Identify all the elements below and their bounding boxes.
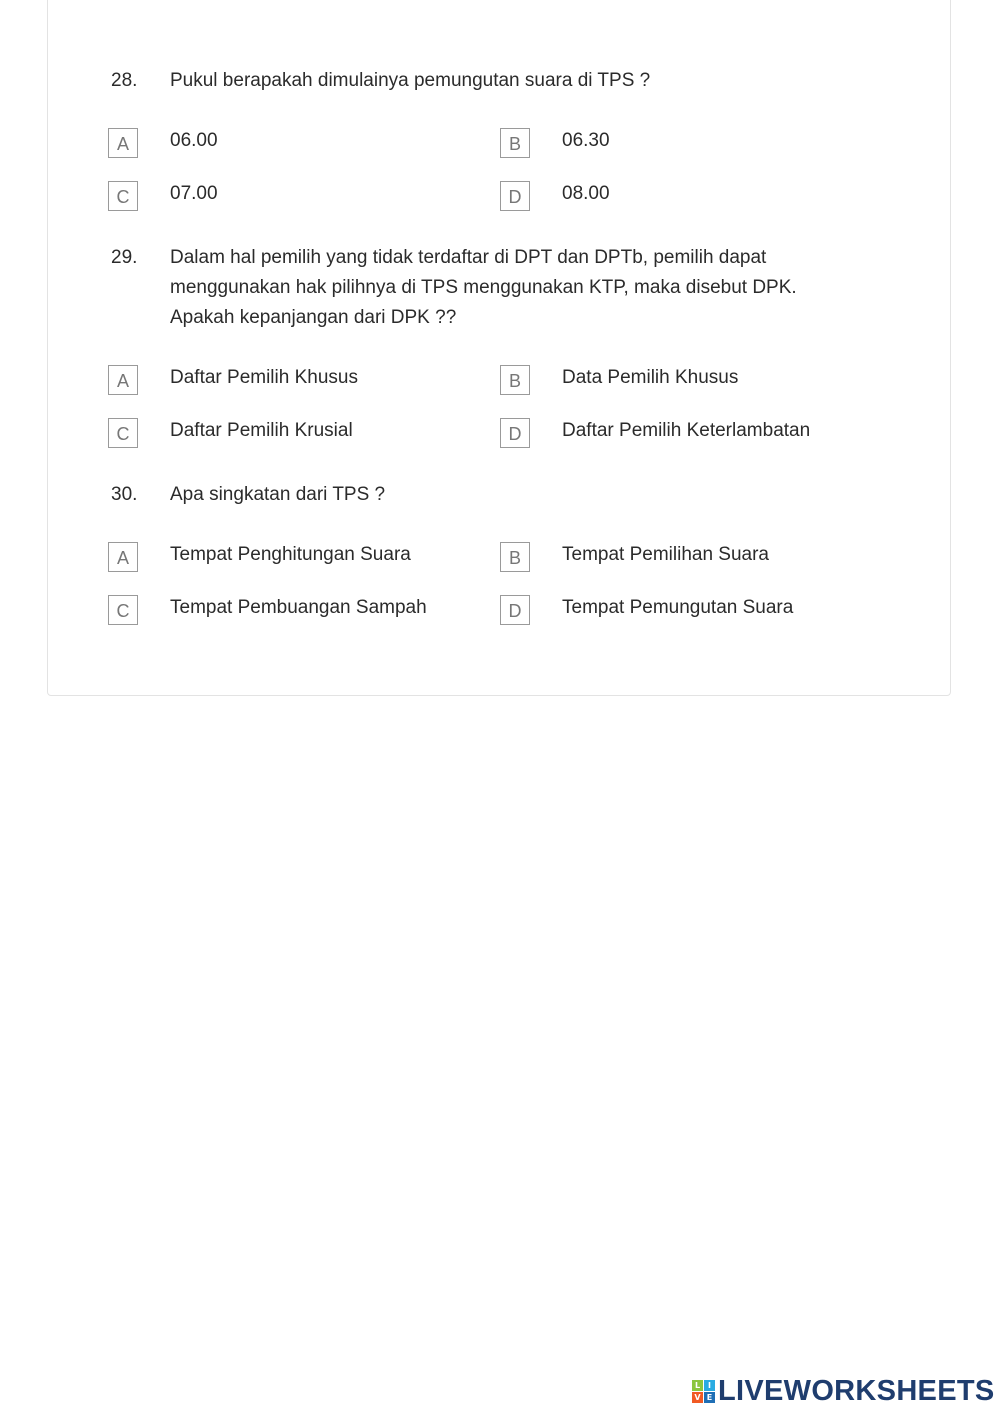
option-text: Daftar Pemilih Keterlambatan [562, 420, 811, 441]
question-number: 28. [111, 70, 138, 91]
question-text-line-2: menggunakan hak pilihnya di TPS menggunakan KTP, maka disebut DPK. [170, 277, 797, 298]
question-text: Pukul berapakah dimulainya pemungutan suara di TPS ? [170, 70, 651, 91]
option-letter-box[interactable]: D [500, 181, 530, 211]
option-letter-box[interactable]: A [108, 365, 138, 395]
logo-mark-v: V [692, 1392, 703, 1403]
option-text: Data Pemilih Khusus [562, 367, 739, 388]
option-letter-box[interactable]: C [108, 595, 138, 625]
option-letter-box[interactable]: C [108, 418, 138, 448]
logo-mark-i: I [704, 1380, 715, 1391]
option-letter-box[interactable]: C [108, 181, 138, 211]
option-text: Daftar Pemilih Khusus [170, 367, 358, 388]
option-letter-box[interactable]: A [108, 542, 138, 572]
question-text-line-3: Apakah kepanjangan dari DPK ?? [170, 307, 457, 328]
option-text: Daftar Pemilih Krusial [170, 420, 353, 441]
option-letter-box[interactable]: B [500, 128, 530, 158]
option-letter-box[interactable]: D [500, 595, 530, 625]
option-text: 08.00 [562, 183, 610, 204]
option-text: Tempat Penghitungan Suara [170, 544, 411, 565]
option-letter-box[interactable]: D [500, 418, 530, 448]
option-text: Tempat Pembuangan Sampah [170, 597, 427, 618]
option-text: Tempat Pemilihan Suara [562, 544, 769, 565]
logo-mark-e: E [704, 1392, 715, 1403]
worksheet-card [47, 0, 951, 696]
question-text-line-1: Dalam hal pemilih yang tidak terdaftar di DPT dan DPTb, pemilih dapat [170, 247, 767, 268]
option-letter-box[interactable]: B [500, 542, 530, 572]
option-text: 06.00 [170, 130, 218, 151]
option-text: Tempat Pemungutan Suara [562, 597, 794, 618]
liveworksheets-logo [692, 1374, 995, 1408]
question-text: Apa singkatan dari TPS ? [170, 484, 386, 505]
question-number: 29. [111, 247, 138, 268]
logo-mark-icon [692, 1380, 715, 1403]
option-text: 07.00 [170, 183, 218, 204]
option-letter-box[interactable]: A [108, 128, 138, 158]
logo-text: LIVEWORKSHEETS [718, 1374, 995, 1407]
logo-mark-l: L [692, 1380, 703, 1391]
question-number: 30. [111, 484, 138, 505]
option-letter-box[interactable]: B [500, 365, 530, 395]
option-text: 06.30 [562, 130, 610, 151]
